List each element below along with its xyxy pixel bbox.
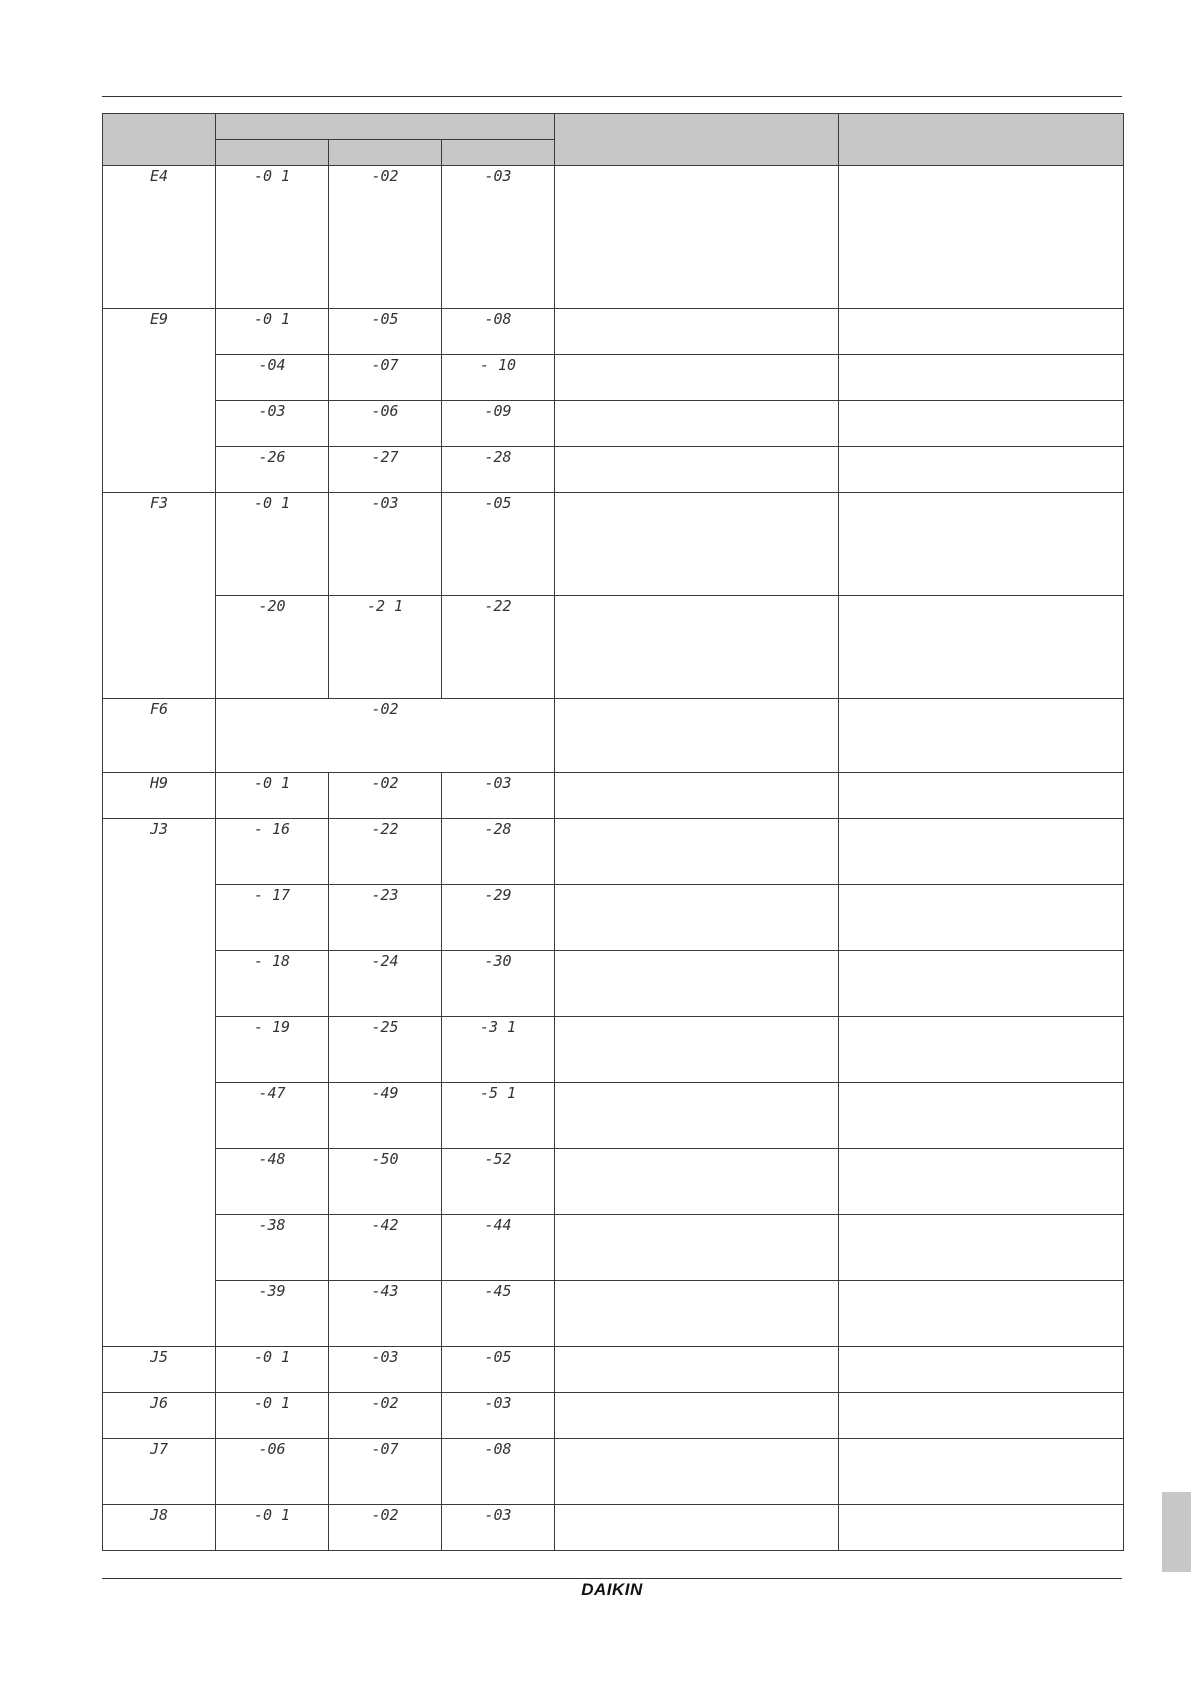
sub-code-cell: -07 xyxy=(329,355,442,401)
table-row xyxy=(103,773,1124,819)
solution-cell xyxy=(839,166,1124,309)
solution-cell xyxy=(839,1215,1124,1281)
main-code-cell: J6 xyxy=(103,1393,216,1439)
sub-code-cell: -0 1 xyxy=(216,773,329,819)
sub-code-cell: -39 xyxy=(216,1281,329,1347)
sub-code-cell: -05 xyxy=(442,493,555,596)
sub-code-cell: -03 xyxy=(442,1393,555,1439)
sub-code-cell: -47 xyxy=(216,1083,329,1149)
sub-code-cell: -38 xyxy=(216,1215,329,1281)
cause-cell xyxy=(555,447,839,493)
main-code-cell: H9 xyxy=(103,773,216,819)
sub-code-cell: -26 xyxy=(216,447,329,493)
sub-code-cell: -08 xyxy=(442,309,555,355)
sub-code-cell: -02 xyxy=(329,166,442,309)
sub-code-cell: -05 xyxy=(442,1347,555,1393)
sub-code-cell: -52 xyxy=(442,1149,555,1215)
cause-cell xyxy=(555,166,839,309)
solution-cell xyxy=(839,1083,1124,1149)
sub-code-cell: -06 xyxy=(329,401,442,447)
solution-cell xyxy=(839,1505,1124,1551)
cause-cell xyxy=(555,819,839,885)
header-sub-code xyxy=(216,114,555,140)
table-row xyxy=(103,699,1124,773)
solution-cell xyxy=(839,885,1124,951)
sub-code-cell: -22 xyxy=(442,596,555,699)
cause-cell xyxy=(555,1017,839,1083)
cause-cell xyxy=(555,1439,839,1505)
cause-cell xyxy=(555,1393,839,1439)
sub-code-cell: -0 1 xyxy=(216,1347,329,1393)
sub-code-cell: -25 xyxy=(329,1017,442,1083)
table-row xyxy=(103,1083,1124,1149)
sub-code-cell: -24 xyxy=(329,951,442,1017)
sub-code-cell: -22 xyxy=(329,819,442,885)
table-row xyxy=(103,596,1124,699)
solution-cell xyxy=(839,355,1124,401)
sub-code-cell: -06 xyxy=(216,1439,329,1505)
solution-cell xyxy=(839,401,1124,447)
brand-logo: DAIKIN xyxy=(581,1580,643,1599)
table-row xyxy=(103,1215,1124,1281)
table-row xyxy=(103,1393,1124,1439)
solution-cell xyxy=(839,1347,1124,1393)
sub-code-cell: -02 xyxy=(329,773,442,819)
main-code-cell: J7 xyxy=(103,1439,216,1505)
solution-cell xyxy=(839,1439,1124,1505)
sub-code-cell: -0 1 xyxy=(216,1393,329,1439)
sub-code-cell: - 10 xyxy=(442,355,555,401)
header-solution xyxy=(839,114,1124,166)
sub-code-cell: -03 xyxy=(442,773,555,819)
header-sub-2 xyxy=(329,140,442,166)
table-row xyxy=(103,1149,1124,1215)
main-code-cell: E4 xyxy=(103,166,216,309)
sub-code-cell: -05 xyxy=(329,309,442,355)
sub-code-cell: - 16 xyxy=(216,819,329,885)
sub-code-cell: -02 xyxy=(329,1505,442,1551)
side-tab xyxy=(1162,1492,1191,1572)
sub-code-cell: -03 xyxy=(329,493,442,596)
solution-cell xyxy=(839,699,1124,773)
header-rule xyxy=(102,96,1122,97)
table-row xyxy=(103,951,1124,1017)
solution-cell xyxy=(839,1149,1124,1215)
sub-code-cell: -03 xyxy=(442,1505,555,1551)
error-code-table xyxy=(102,113,1124,1551)
solution-cell xyxy=(839,596,1124,699)
main-code-cell: J8 xyxy=(103,1505,216,1551)
cause-cell xyxy=(555,885,839,951)
cause-cell xyxy=(555,1215,839,1281)
table-row xyxy=(103,1281,1124,1347)
sub-code-cell: -03 xyxy=(329,1347,442,1393)
sub-code-cell: -5 1 xyxy=(442,1083,555,1149)
sub-code-cell: -3 1 xyxy=(442,1017,555,1083)
table-row xyxy=(103,493,1124,596)
table-row xyxy=(103,1505,1124,1551)
sub-code-cell: -03 xyxy=(216,401,329,447)
sub-code-cell: -49 xyxy=(329,1083,442,1149)
sub-code-cell: -0 1 xyxy=(216,309,329,355)
solution-cell xyxy=(839,1393,1124,1439)
sub-code-cell: -28 xyxy=(442,447,555,493)
sub-code-cell: -2 1 xyxy=(329,596,442,699)
main-code-cell: F3 xyxy=(103,493,216,699)
cause-cell xyxy=(555,355,839,401)
cause-cell xyxy=(555,493,839,596)
table-row xyxy=(103,447,1124,493)
header-sub-3 xyxy=(442,140,555,166)
header-main-code xyxy=(103,114,216,166)
sub-code-cell: -20 xyxy=(216,596,329,699)
table-row xyxy=(103,1347,1124,1393)
solution-cell xyxy=(839,1281,1124,1347)
cause-cell xyxy=(555,773,839,819)
solution-cell xyxy=(839,493,1124,596)
main-code-cell: J5 xyxy=(103,1347,216,1393)
sub-code-cell: -0 1 xyxy=(216,166,329,309)
sub-code-cell: -03 xyxy=(442,166,555,309)
sub-code-cell: - 19 xyxy=(216,1017,329,1083)
table-row xyxy=(103,355,1124,401)
sub-code-cell: -02 xyxy=(329,1393,442,1439)
table-body xyxy=(103,166,1124,1551)
sub-code-cell: -28 xyxy=(442,819,555,885)
sub-code-cell: -30 xyxy=(442,951,555,1017)
sub-code-cell: -07 xyxy=(329,1439,442,1505)
sub-code-cell: -23 xyxy=(329,885,442,951)
sub-code-cell: -48 xyxy=(216,1149,329,1215)
cause-cell xyxy=(555,951,839,1017)
sub-code-cell: -50 xyxy=(329,1149,442,1215)
header-sub-1 xyxy=(216,140,329,166)
cause-cell xyxy=(555,1347,839,1393)
sub-code-cell: -45 xyxy=(442,1281,555,1347)
main-code-cell: F6 xyxy=(103,699,216,773)
solution-cell xyxy=(839,447,1124,493)
cause-cell xyxy=(555,1505,839,1551)
cause-cell xyxy=(555,309,839,355)
cause-cell xyxy=(555,699,839,773)
solution-cell xyxy=(839,773,1124,819)
sub-code-cell: -43 xyxy=(329,1281,442,1347)
table-row xyxy=(103,166,1124,309)
table-row xyxy=(103,1017,1124,1083)
solution-cell xyxy=(839,819,1124,885)
table-row xyxy=(103,401,1124,447)
table-row xyxy=(103,819,1124,885)
solution-cell xyxy=(839,309,1124,355)
main-code-cell: J3 xyxy=(103,819,216,1347)
cause-cell xyxy=(555,596,839,699)
sub-code-cell: -0 1 xyxy=(216,1505,329,1551)
cause-cell xyxy=(555,1083,839,1149)
table-row xyxy=(103,1439,1124,1505)
sub-code-merged-cell: -02 xyxy=(216,699,555,773)
main-code-cell: E9 xyxy=(103,309,216,493)
cause-cell xyxy=(555,1149,839,1215)
table-row xyxy=(103,309,1124,355)
sub-code-cell: -09 xyxy=(442,401,555,447)
sub-code-cell: -27 xyxy=(329,447,442,493)
sub-code-cell: -08 xyxy=(442,1439,555,1505)
solution-cell xyxy=(839,951,1124,1017)
header-cause xyxy=(555,114,839,166)
sub-code-cell: -29 xyxy=(442,885,555,951)
sub-code-cell: -42 xyxy=(329,1215,442,1281)
sub-code-cell: -04 xyxy=(216,355,329,401)
sub-code-cell: -0 1 xyxy=(216,493,329,596)
sub-code-cell: -44 xyxy=(442,1215,555,1281)
sub-code-cell: - 17 xyxy=(216,885,329,951)
cause-cell xyxy=(555,1281,839,1347)
sub-code-cell: - 18 xyxy=(216,951,329,1017)
solution-cell xyxy=(839,1017,1124,1083)
cause-cell xyxy=(555,401,839,447)
table-row xyxy=(103,885,1124,951)
